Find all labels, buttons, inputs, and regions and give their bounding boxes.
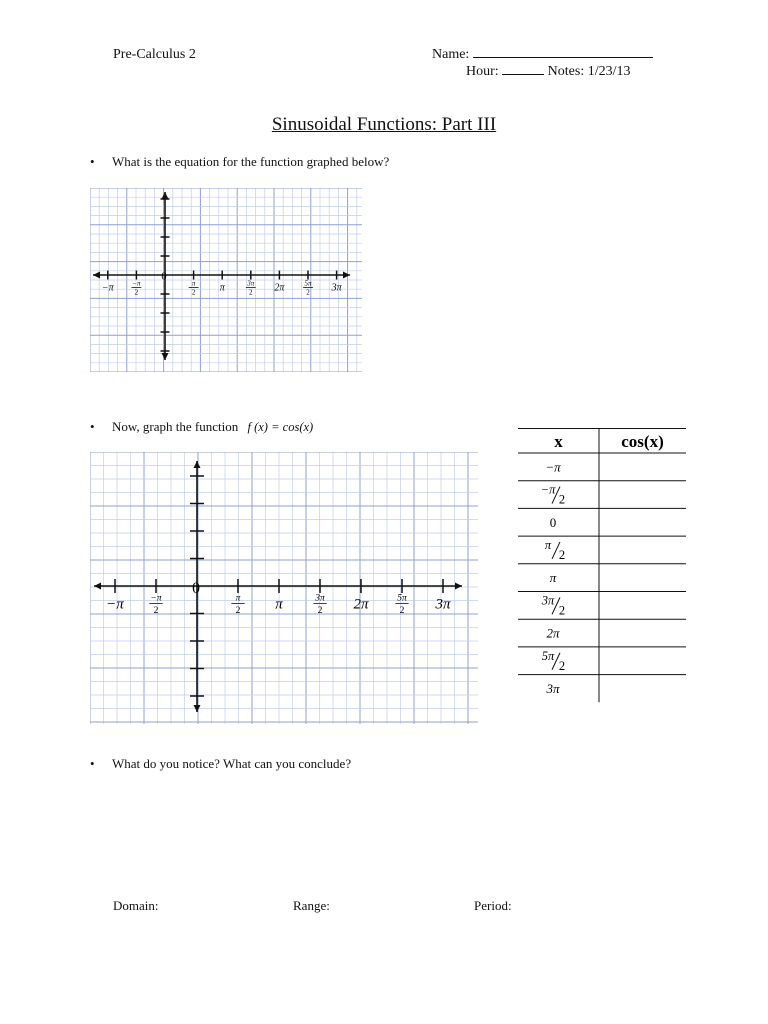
bullet-icon: •: [90, 154, 95, 169]
hour-label: Hour:: [466, 64, 499, 79]
table-cell-x: 0: [549, 514, 557, 530]
table-cell-cos[interactable]: [600, 620, 685, 646]
fraction-denominator: 2: [558, 547, 566, 562]
label-neg-pi-over-2: [132, 279, 142, 296]
label-neg-pi-over-2: [149, 594, 162, 616]
question-1: [90, 154, 389, 170]
table-cell-cos[interactable]: [600, 537, 685, 563]
x-axis-arrow-right: [343, 272, 350, 279]
label-five-pi-over-2-numerator: 5π: [304, 279, 312, 288]
label-two-pi: 2π: [353, 596, 369, 613]
period-label: Period:: [474, 898, 512, 913]
label-three-pi-over-2-numerator: 3π: [247, 279, 255, 288]
domain-label: Domain:: [113, 898, 159, 913]
fraction-numerator: 5π: [541, 648, 555, 663]
label-pi-over-2-denominator: 2: [191, 288, 196, 297]
label-three-pi-over-2: [313, 594, 326, 616]
table-cell-cos[interactable]: [600, 482, 685, 508]
label-three-pi-over-2: [246, 279, 256, 296]
y-axis-arrow-up: [162, 192, 169, 199]
question-2: [90, 419, 313, 435]
table-cell-x: 3π: [546, 680, 560, 696]
table-header-x: x: [554, 432, 563, 451]
page-title: Sinusoidal Functions: Part III: [271, 114, 497, 135]
x-axis-arrow-left: [94, 583, 101, 590]
grid-lines: [90, 452, 478, 724]
range-label: Range:: [293, 898, 330, 913]
bullet-icon: •: [90, 756, 95, 771]
table-cell-cos[interactable]: [600, 454, 685, 480]
x-axis-arrow-left: [93, 272, 100, 279]
label-pi-over-2: [231, 594, 244, 616]
label-three-pi-over-2-denominator: 2: [249, 288, 253, 297]
label-two-pi: 2π: [274, 282, 285, 294]
table-cell-cos[interactable]: [600, 509, 685, 535]
table-cell-cos[interactable]: [600, 565, 685, 591]
label-pi-over-2-numerator: π: [191, 279, 196, 288]
y-axis-arrow-down: [162, 353, 169, 360]
table-cell-x: [541, 593, 565, 617]
graph-small[interactable]: [90, 188, 362, 372]
label-five-pi-over-2-denominator: 2: [306, 288, 310, 297]
name-label: Name:: [432, 47, 470, 62]
label-five-pi-over-2-denominator: 2: [399, 605, 405, 616]
table-cell-x: −π: [545, 459, 561, 475]
label-pi-over-2-denominator: 2: [235, 605, 241, 616]
cos-table: [516, 428, 688, 706]
label-three-pi: 3π: [331, 282, 342, 294]
label-neg-pi: −π: [101, 282, 114, 294]
fraction-numerator: −π: [540, 482, 556, 497]
label-pi: π: [275, 596, 283, 613]
label-five-pi-over-2: [395, 594, 408, 616]
label-pi-over-2-numerator: π: [235, 593, 241, 604]
label-neg-pi-over-2-denominator: 2: [134, 288, 139, 297]
question-2-text: Now, graph the function: [112, 419, 239, 434]
label-neg-pi-over-2-numerator: −π: [150, 593, 162, 604]
table-cell-x: [545, 538, 565, 562]
table-cell-x: 2π: [546, 625, 560, 641]
label-zero: 0: [161, 271, 167, 283]
fraction-denominator: 2: [558, 603, 566, 618]
label-neg-pi-over-2-numerator: −π: [132, 279, 141, 288]
label-three-pi-over-2-denominator: 2: [317, 605, 323, 616]
table-cell-cos[interactable]: [600, 676, 685, 702]
table-cell-cos[interactable]: [600, 593, 685, 619]
fraction-denominator: 2: [558, 658, 566, 673]
label-five-pi-over-2: [303, 279, 313, 296]
hour-notes-line: [466, 64, 631, 80]
question-1-text: What is the equation for the function graphed below?: [112, 154, 390, 169]
name-field: [432, 47, 653, 63]
label-pi-over-2: [189, 279, 199, 296]
label-pi: π: [219, 282, 225, 294]
x-axis-arrow-right: [455, 583, 462, 590]
label-neg-pi-over-2-denominator: 2: [153, 605, 159, 616]
table-cell-x: π: [549, 570, 557, 586]
table-cell-x: [542, 649, 565, 673]
table-cell-x: [541, 483, 565, 507]
table-cell-cos[interactable]: [600, 648, 685, 674]
fraction-denominator: 2: [558, 492, 566, 507]
course-name: Pre-Calculus 2: [113, 47, 196, 62]
label-three-pi-over-2-numerator: 3π: [315, 593, 325, 604]
label-zero: 0: [192, 579, 200, 597]
label-neg-pi: −π: [106, 596, 124, 613]
fraction-numerator: π: [544, 537, 552, 552]
y-axis-arrow-up: [194, 461, 201, 468]
notes-label: Notes: 1/23/13: [547, 64, 631, 79]
grid-lines: [90, 188, 362, 372]
name-blank[interactable]: [473, 57, 653, 58]
label-five-pi-over-2-numerator: 5π: [397, 593, 407, 604]
question-3-text: What do you notice? What can you conclude?: [112, 756, 352, 771]
function-equation: f (x) = cos(x): [247, 420, 314, 434]
table-header-cos: cos(x): [621, 432, 664, 451]
graph-large[interactable]: [90, 452, 478, 724]
label-three-pi: 3π: [435, 596, 451, 613]
hour-blank[interactable]: [502, 74, 544, 75]
bullet-icon: •: [90, 419, 95, 434]
question-3: [90, 756, 351, 772]
fraction-numerator: 3π: [541, 593, 555, 608]
